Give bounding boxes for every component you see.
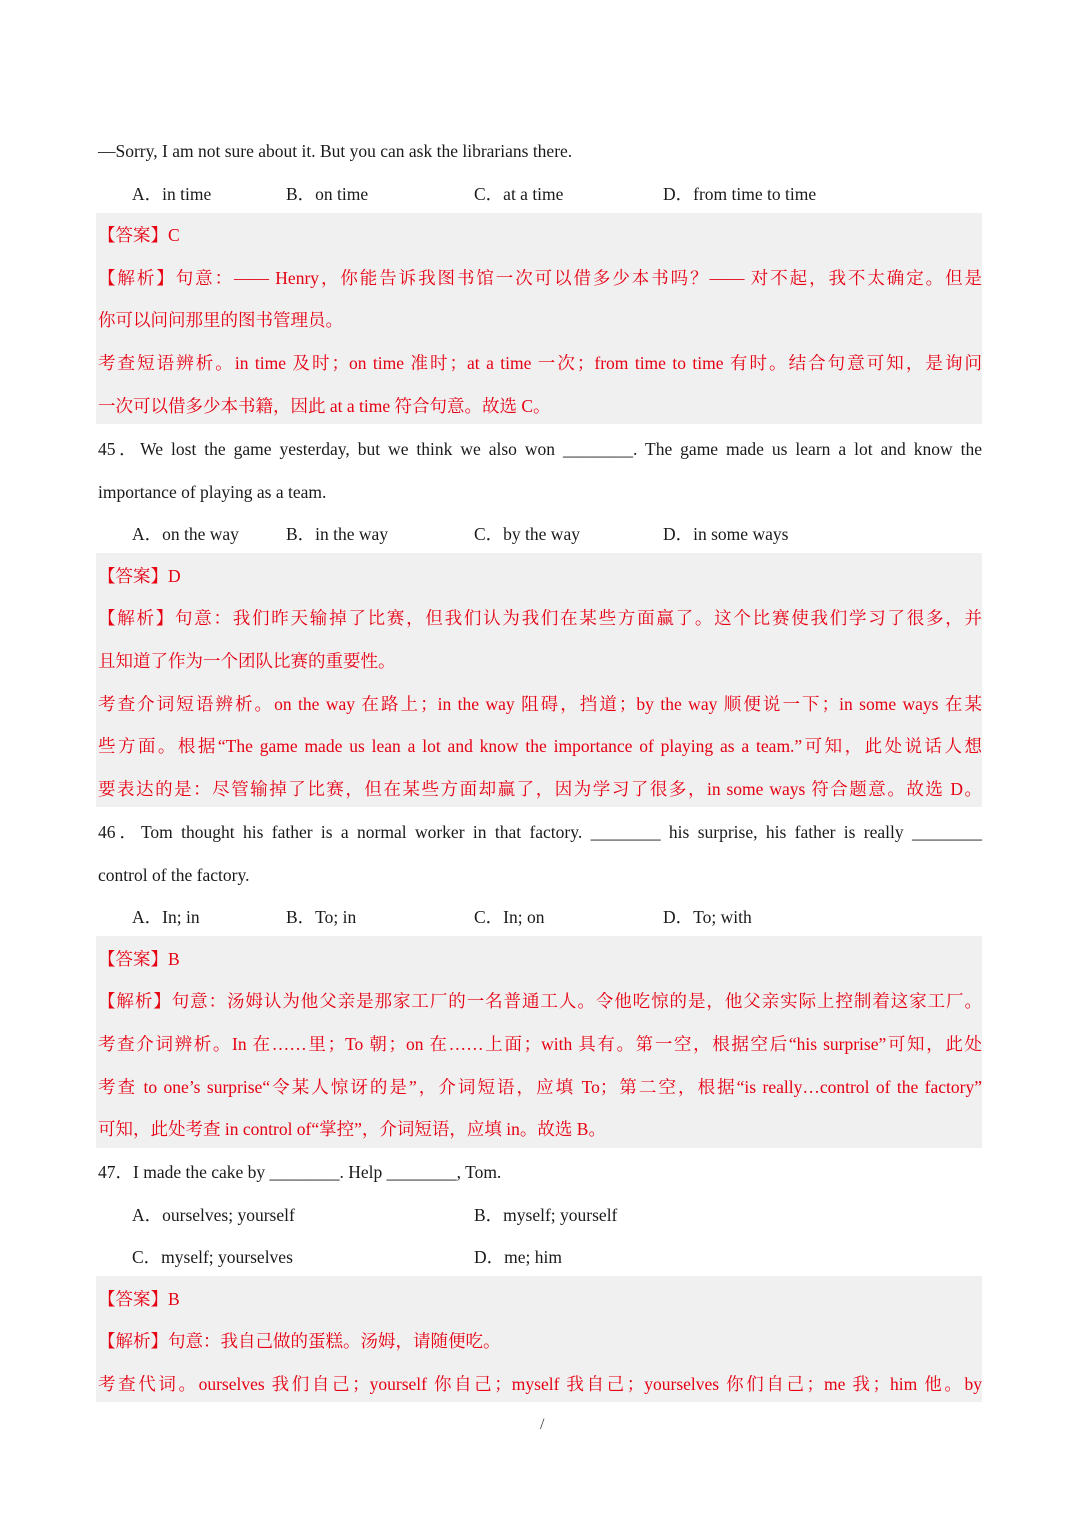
q47-question: 47．I made the cake by ________. Help ________, Tom. [98,1162,502,1182]
q44-option-d: D．from time to time [663,184,817,204]
q45-analysis-line-5: 要表达的是：尽管输掉了比赛，但在某些方面却赢了，因为学习了很多，in some ways 符合题意。故选 D。 [98,779,982,799]
q45-analysis-line-3: 考查介词短语辨析。on the way 在路上；in the way 阻碍，挡道；by the way 顺便说一下；in some ways 在某 [98,694,982,714]
q45-analysis-line-2: 且知道了作为一个团队比赛的重要性。 [98,651,396,671]
q46-analysis-line-2: 考查介词辨析。In 在……里；To 朝；on 在……上面；with 具有。第一空，根据空后“his surprise”可知，此处 [98,1034,982,1054]
q46-option-b: B．To; in [286,907,357,927]
q46-question-line-1: 46．Tom thought his father is a normal worker in that factory. ________ his surprise, his father is really ________ [98,822,982,842]
q46-analysis-line-4: 可知，此处考查 in control of“掌控”，介词短语，应填 in。故选 B。 [98,1119,606,1139]
q44-analysis-line-1: 【解析】句意：—— Henry，你能告诉我图书馆一次可以借多少本书吗？—— 对不起，我不太确定。但是 [98,268,982,288]
q46-analysis-line-1: 【解析】句意：汤姆认为他父亲是那家工厂的一名普通工人。令他吃惊的是，他父亲实际上控制着这家工厂。 [98,991,982,1011]
q44-analysis-line-3: 考查短语辨析。in time 及时；on time 准时；at a time 一次；from time to time 有时。结合句意可知，是询问 [98,353,982,373]
page-footer: / [540,1416,545,1433]
q46-answer: 【答案】B [98,949,180,969]
q46-question-line-2: control of the factory. [98,865,250,885]
q46-option-c: C．In; on [474,907,545,927]
q47-option-d: D．me; him [474,1247,562,1267]
q45-answer: 【答案】D [98,566,181,586]
q44-response-line: —Sorry, I am not sure about it. But you can ask the librarians there. [98,141,573,161]
q44-option-c: C．at a time [474,184,564,204]
q44-option-b: B．on time [286,184,369,204]
q44-option-a: A．in time [132,184,212,204]
q45-question-line-1: 45．We lost the game yesterday, but we think we also won ________. The game made us learn a lot and know the [98,439,982,459]
q45-option-d: D．in some ways [663,524,789,544]
q46-option-d: D．To; with [663,907,752,927]
q47-answer: 【答案】B [98,1289,180,1309]
q46-analysis-line-3: 考查 to one’s surprise“令某人惊讶的是”，介词短语，应填 To；第二空，根据“is really…control of the factory” [98,1077,982,1097]
q44-analysis-line-2: 你可以问问那里的图书管理员。 [98,310,343,330]
q45-analysis-line-1: 【解析】句意：我们昨天输掉了比赛，但我们认为我们在某些方面赢了。这个比赛使我们学习了很多，并 [98,608,982,628]
q47-option-c: C．myself; yourselves [132,1247,293,1267]
q45-option-a: A．on the way [132,524,239,544]
q44-analysis-line-4: 一次可以借多少本书籍，因此 at a time 符合句意。故选 C。 [98,396,551,416]
q45-analysis-line-4: 些方面。根据“The game made us lean a lot and know the importance of playing as a team.”可知，此处说话人想 [98,736,982,756]
q47-option-b: B．myself; yourself [474,1205,618,1225]
q45-question-line-2: importance of playing as a team. [98,482,327,502]
q47-option-a: A．ourselves; yourself [132,1205,295,1225]
q44-answer: 【答案】C [98,225,180,245]
q45-option-c: C．by the way [474,524,580,544]
q45-answer-box [96,553,982,807]
q47-analysis-line-2: 考查代词。ourselves 我们自己；yourself 你自己；myself 我自己；yourselves 你们自己；me 我；him 他。by [98,1374,982,1394]
q47-analysis-line-1: 【解析】句意：我自己做的蛋糕。汤姆，请随便吃。 [98,1331,501,1351]
q45-option-b: B．in the way [286,524,389,544]
q46-option-a: A．In; in [132,907,200,927]
